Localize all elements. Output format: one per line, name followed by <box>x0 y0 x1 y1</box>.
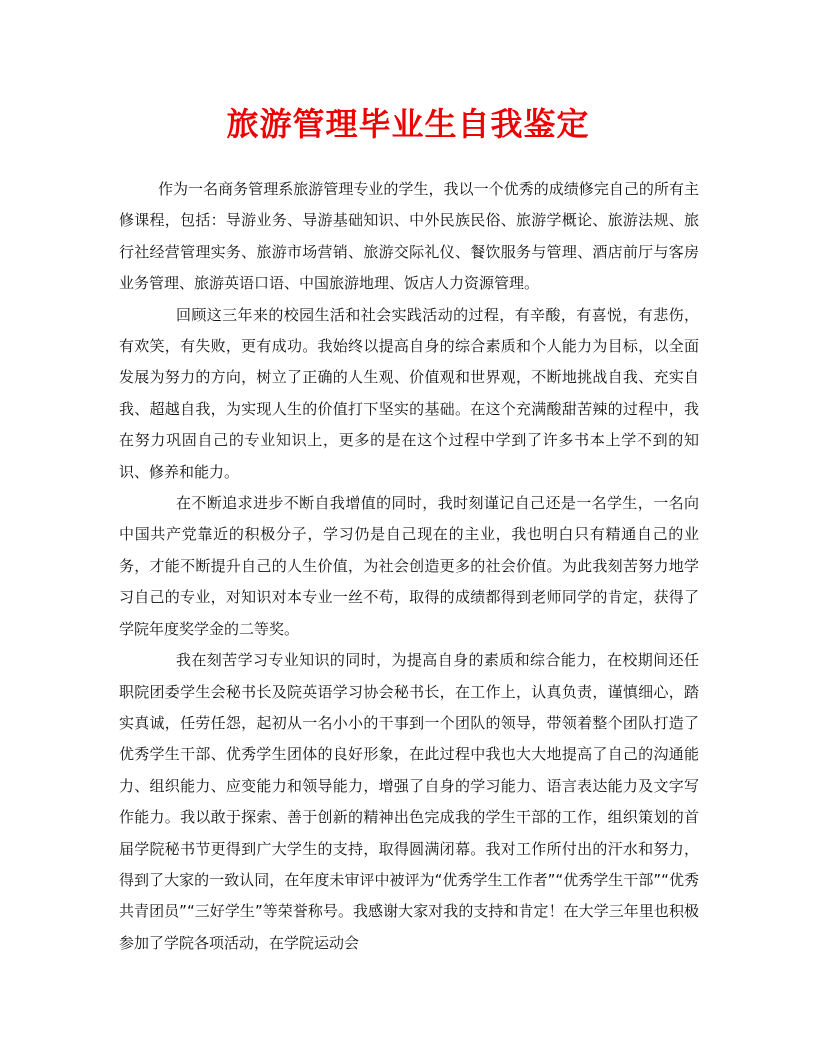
document-body <box>119 174 699 959</box>
paragraph-1: 作为一名商务管理系旅游管理专业的学生，我以一个优秀的成绩修完自己的所有主修课程，包括：导游业务、导游基础知识、中外民族民俗、旅游学概论、旅游法规、旅行社经营管理实务、旅游市场营销、旅游交际礼仪、餐饮服务与管理、酒店前厅与客房业务管理、旅游英语口语、中国旅游地理、饭店人力资源管理。 <box>119 180 699 293</box>
document-title: 旅游管理毕业生自我鉴定 <box>226 105 590 143</box>
paragraph-4: 我在刻苦学习专业知识的同时，为提高自身的素质和综合能力，在校期间还任职院团委学生会秘书长及院英语学习协会秘书长，在工作上，认真负责，谨慎细心，踏实真诚，任劳任怨，起初从一名小小的干事到一个团队的领导，带领着整个团队打造了优秀学生干部、优秀学生团体的良好形象，在此过程中我也大大地提高了自己的沟通能力、组织能力、应变能力和领导能力，增强了自身的学习能力、语言表达能力及文字写作能力。我以敢于探索、善于创新的精神出色完成我的学生干部的工作，组织策划的首届学院秘书节更得到广大学生的支持，取得圆满闭幕。我对工作所付出的汗水和努力，得到了大家的一致认同，在年度未审评中被评为“优秀学生工作者”“优秀学生干部”“优秀共青团员”“三好学生”等荣誉称号。我感谢大家对我的支持和肯定！在大学三年里也积极参加了学院各项活动，在学院运动会 <box>119 651 699 952</box>
paragraph-2: 回顾这三年来的校园生活和社会实践活动的过程，有辛酸，有喜悦，有悲伤，有欢笑，有失败，更有成功。我始终以提高自身的综合素质和个人能力为目标，以全面发展为努力的方向，树立了正确的人生观、价值观和世界观，不断地挑战自我、充实自我、超越自我，为实现人生的价值打下坚实的基础。在这个充满酸甜苦辣的过程中，我在努力巩固自己的专业知识上，更多的是在这个过程中学到了许多书本上学不到的知识、修养和能力。 <box>119 305 699 481</box>
paragraph-3: 在不断追求进步不断自我增值的同时，我时刻谨记自己还是一名学生，一名向中国共产党靠近的积极分子，学习仍是自己现在的主业，我也明白只有精通自己的业务，才能不断提升自己的人生价值，为社会创造更多的社会价值。为此我刻苦努力地学习自己的专业，对知识对本专业一丝不苟，取得的成绩都得到老师同学的肯定，获得了学院年度奖学金的二等奖。 <box>119 494 699 638</box>
